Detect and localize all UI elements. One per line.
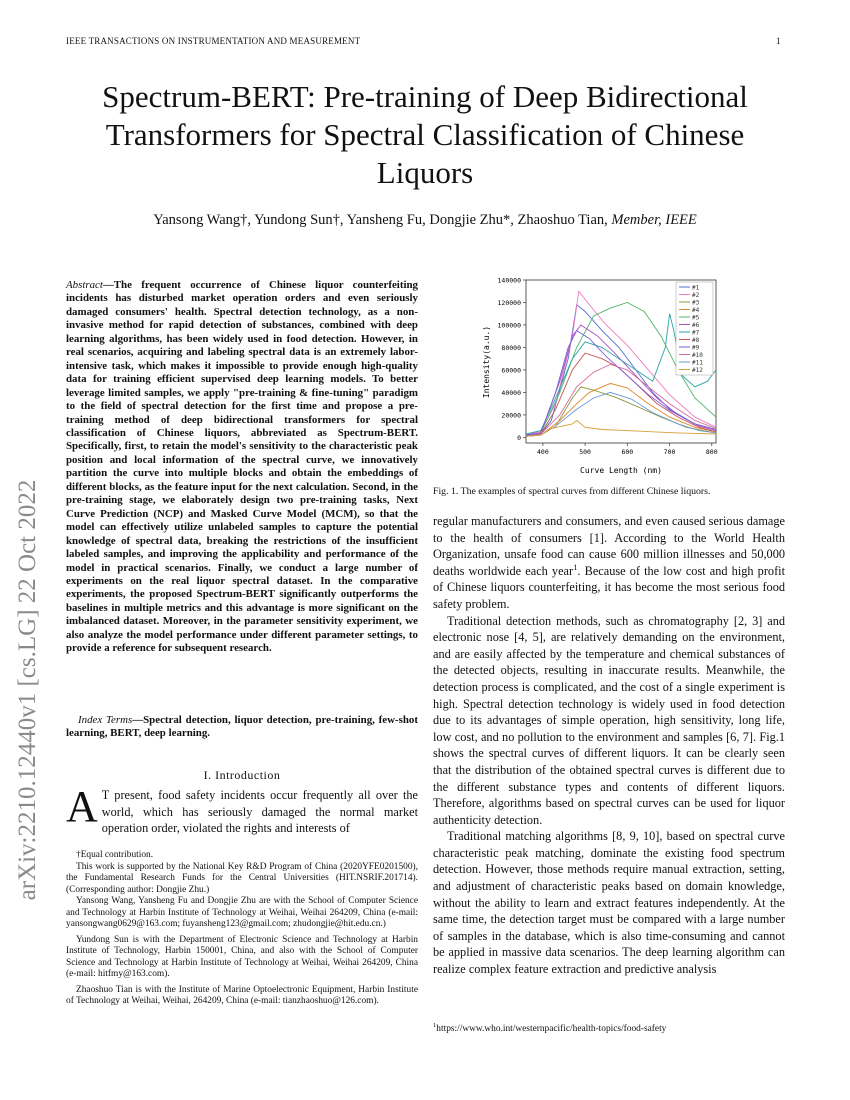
first-page-footnotes [66,850,418,1008]
footnote-equal: †Equal contribution. [76,850,154,860]
index-terms [66,714,418,741]
figure-caption: Fig. 1. The examples of spectral curves from different Chinese liquors. [433,486,711,497]
footnote-marker: 1 [573,561,578,572]
x-axis-label: Curve Length (nm) [580,466,662,475]
y-tick-label-120000: 120000 [497,298,521,307]
legend-label-5: #5 [692,314,700,322]
abstract [66,279,418,656]
index-terms-text: —Spectral detection, liquor detection, pre-training, few-shot learning, BERT, deep learning. [66,714,418,740]
index-terms-label: Index Terms [78,714,133,726]
paragraph-1 [433,513,785,613]
author-list [60,212,790,229]
legend-label-10: #10 [692,351,703,359]
footnote-affiliation-2: Yundong Sun is with the Department of Electronic Science and Technology at Harbin Institute of Technology, Harbin 150001, China, and also with the School of Computer Science and Technology at Harbin Institute of Technology at Weihai, Weihai 264209, China (e-mail: hitfmy@163.com). [66,934,418,979]
section-heading-introduction: I. Introduction [203,768,281,782]
legend-label-2: #2 [692,291,700,299]
paragraph-2: Traditional detection methods, such as chromatography [2, 3] and electronic nose [4, 5], are relatively demanding on the environment, and are easily affected by the temperature and chemical substances of the detected objects, resulting in inaccurate results. Meanwhile, the detection process is complicated, and the cost of a single experiment is high. Spectral detection technology is widely used in food detection due to its advantages of simple operation, high sensitivity, long life, low cost, and no pollution to the environment and samples [6, 7]. Fig.1 shows the spectral curves of different liquors. It can be clearly seen that the distribution of the obtained spectral curves is different due to the different substance types and contents of different liquors. Therefore, algorithms based on spectral curves can be used for liquor authenticity detection. [433,613,785,827]
arxiv-stamp: arXiv:2210.12440v1 [cs.LG] 22 Oct 2022 [14,479,41,901]
y-tick-label-40000: 40000 [501,388,521,397]
x-tick-label-800: 800 [705,448,718,456]
page-number: 1 [776,36,781,46]
right-column-text [433,513,785,978]
y-tick-label-0: 0 [517,433,521,442]
footnote-affiliation-3: Zhaoshuo Tian is with the Institute of Marine Optoelectronic Equipment, Harbin Institute of Technology at Weihai, Weihai, 264209, China (e-mail: tianzhaoshuo@126.com). [66,984,418,1006]
y-tick-label-60000: 60000 [501,366,521,375]
abstract-text: —The frequent occurrence of Chinese liquor counterfeiting incidents has disturbed market operation orders and even seriously damaged consumers' health. Spectral detection technology, as a non-invasive method for rapid detection of substances, combined with deep learning algorithms, has been widely used in food detection. However, in real scenarios, acquiring and labeling spectral data is an extremely labor-intensive task, which makes it impossible to provide enough high-quality data for training efficient supervised deep learning models. To better leverage limited samples, we apply "pre-training & fine-tuning" paradigm to the field of spectral detection for the first time and propose a pre-training method of deep bidirectional transformers for spectral classification of Chinese liquors, abbreviated as Spectrum-BERT. Specifically, first, to retain the model's sensitivity to the characteristic peak position and local information of the spectral curve, we innovatively partition the curve into multiple blocks and obtain the embeddings of different blocks, as the feature input for the next calculation. Second, in the pre-training stage, we elaborately design two pre-training tasks, Next Curve Prediction (NCP) and Masked Curve Model (MCM), so that the model can effectively utilize unlabeled samples to capture the potential knowledge of spectral data, breaking the restrictions of the insufficient labeled samples, and improving the applicability and performance of the model in practical scenarios. Finally, we conduct a large number of experiments on the real liquor spectral dataset. In the comparative experiments, the proposed Spectrum-BERT significantly outperforms the baselines in multiple metrics and this advantage is more significant on the imbalanced dataset. Moreover, in the parameter sensitivity experiment, we also analyze the model performance under different parameter settings, to provide a reference for subsequent research. [66,279,418,655]
drop-cap: A [66,782,98,831]
page-footnote-number: 1 [433,1021,437,1029]
legend-label-3: #3 [692,299,700,307]
legend-label-12: #12 [692,366,703,374]
legend-label-1: #1 [692,284,700,292]
footnote-affiliation-1: Yansong Wang, Yansheng Fu and Dongjie Zhu are with the School of Computer Science and Technology at Harbin Institute of Technology at Weihai, Weihai 264209, China (e-mail: yansongwang0629@163.com; fuyansheng123@gmail.com; zhudongjie@hit.edu.cn.) [66,896,418,929]
author-names: Yansong Wang†, Yundong Sun†, Yansheng Fu, Dongjie Zhu*, Zhaoshuo Tian, [153,212,612,228]
paragraph-3: Traditional matching algorithms [8, 9, 10], based on spectral curve characteristic peak matching, dominate the existing food spectrum detection. However, those methods require manual extraction, setting, and adjustment of characteristic peaks based on domain knowledge, without the ability to learn and extract features independently. At the same time, the detection target must be compared with a large number of samples in the database, which is also time-consuming and cannot be applied in massive data scenarios. The deep learning algorithm can realize complex feature extraction and predictive analysis [433,829,785,977]
y-tick-label-20000: 20000 [501,411,521,420]
legend-label-9: #9 [692,344,700,352]
legend-label-6: #6 [692,321,700,329]
journal-header: IEEE TRANSACTIONS ON INSTRUMENTATION AND MEASUREMENT [66,36,361,46]
intro-text: T present, food safety incidents occur frequently all over the world, which has seriously damaged the normal market operation order, violated the rights and interests of [101,788,418,836]
legend-label-8: #8 [692,336,700,344]
y-tick-label-100000: 100000 [497,321,521,330]
page-footnote [433,1021,785,1034]
y-axis-label: Intensity(a.u.) [482,325,491,399]
y-tick-label-80000: 80000 [501,343,521,352]
x-tick-label-700: 700 [663,448,676,456]
x-tick-label-400: 400 [537,448,549,456]
page-footnote-url: https://www.who.int/westernpacific/health-topics/food-safety [436,1024,667,1034]
abstract-label: Abstract [66,279,103,291]
legend-label-4: #4 [692,306,700,314]
y-tick-label-140000: 140000 [497,276,521,285]
introduction-paragraph [66,782,418,837]
paragraph-1-end: . Because of the low cost and high profit of Chinese liquors counterfeiting, it has become the most serious food safety problem. [433,563,786,611]
spectral-curves-figure [480,272,730,478]
legend-label-11: #11 [692,359,703,367]
legend-label-7: #7 [692,329,700,337]
x-tick-label-600: 600 [621,448,634,456]
member-label: Member, IEEE [611,212,697,228]
paper-title: Spectrum-BERT: Pre-training of Deep Bidirectional Transformers for Spectral Classification of Chinese Liquors [102,79,748,190]
footnote-support: This work is supported by the National Key R&D Program of China (2020YFE0201500), the Fundamental Research Funds for the Central Universities (HIT.NSRIF.201714). (Corresponding author: Dongjie Zhu.) [66,861,418,895]
paragraph-1-text: regular manufacturers and consumers, and even caused serious damage to the health of consumers [1]. According to the World Health Organization, unsafe food can cause 600 million illnesses and 50,000 deaths worldwide each year [433,514,785,578]
x-tick-label-500: 500 [579,448,591,456]
